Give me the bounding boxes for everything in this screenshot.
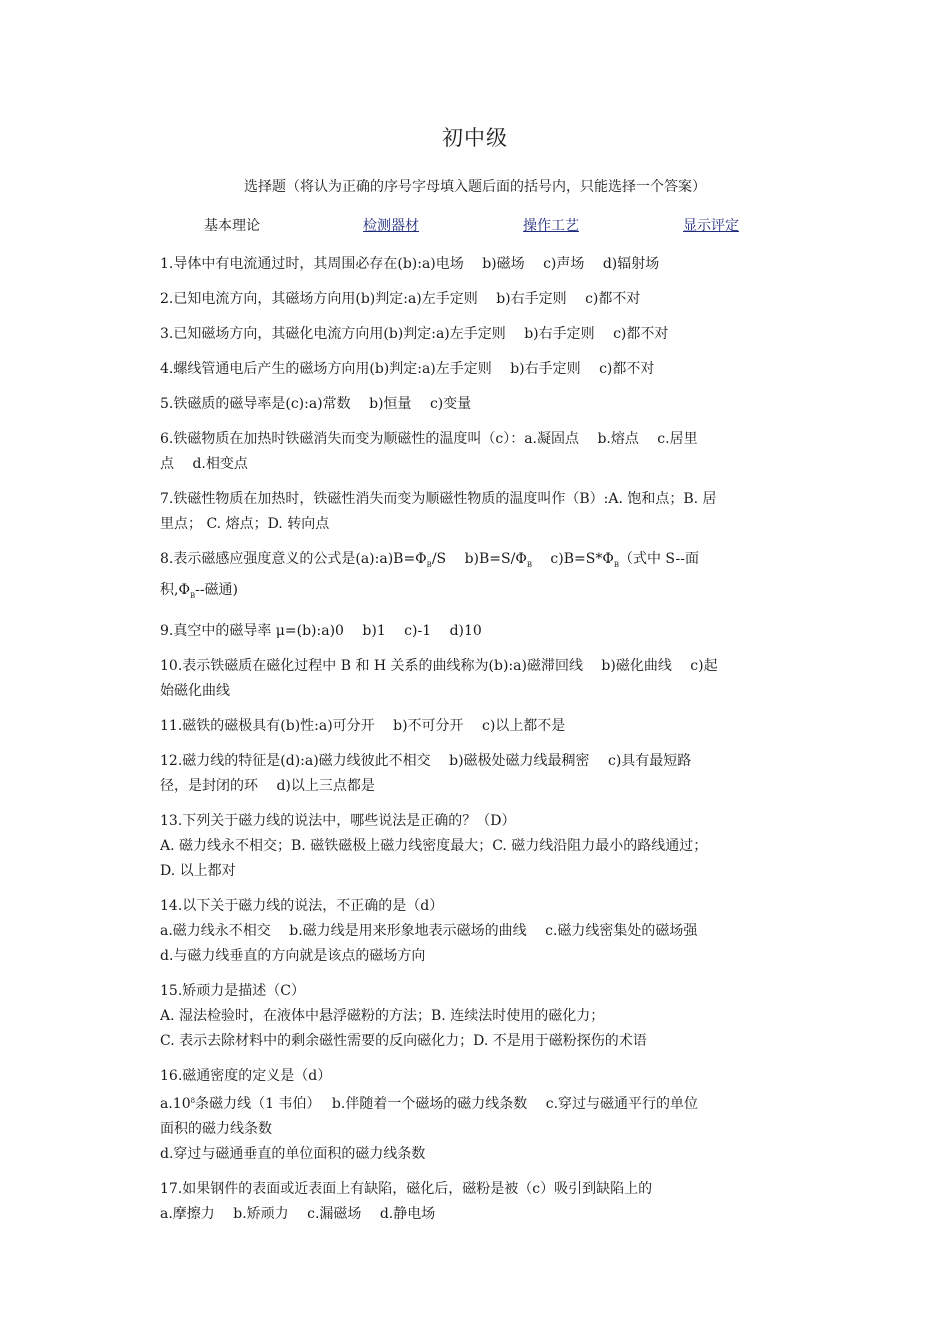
nav-link-equipment[interactable]: 检测器材 [363, 218, 419, 234]
superscript-8: 8 [190, 1097, 196, 1105]
question-12 [160, 749, 792, 799]
nav-link-evaluation[interactable]: 显示评定 [683, 218, 739, 234]
question-line: 13.下列关于磁力线的说法中，哪些说法是正确的？（D） [160, 813, 516, 829]
question-15 [160, 979, 792, 1054]
question-line: 6.铁磁物质在加热时铁磁消失而变为顺磁性的温度叫（c）：a.凝固点 b.熔点 c.居里 [160, 431, 698, 447]
question-line [160, 547, 792, 578]
question-17 [160, 1177, 792, 1227]
question-text: （式中 S--面 [618, 551, 699, 567]
page-title: 初中级 [442, 126, 508, 150]
question-line [160, 578, 792, 609]
subscript-b: B [426, 561, 432, 569]
question-13 [160, 809, 792, 884]
question-4 [160, 357, 792, 382]
question-line: a.摩擦力 b.矫顽力 c.漏磁场 d.静电场 [160, 1206, 436, 1222]
subscript-b: B [189, 592, 196, 600]
question-line: 14.以下关于磁力线的说法，不正确的是（d） [160, 898, 444, 914]
question-text: 条磁力线（1 韦伯） b.伴随着一个磁场的磁力线条数 c.穿过与磁通平行的单位 [195, 1096, 699, 1112]
question-line: 15.矫顽力是描述（C） [160, 983, 305, 999]
question-line: 9.真空中的磁导率 μ=(b):a)0 b)1 c)-1 d)10 [160, 623, 482, 639]
question-10 [160, 654, 792, 704]
question-line: 12.磁力线的特征是(d):a)磁力线彼此不相交 b)磁极处磁力线最稠密 c)具有最短路 [160, 753, 692, 769]
question-text: /S b)B=S/Φ [431, 551, 527, 567]
question-text: 积,Φ [160, 582, 190, 598]
question-16 [160, 1064, 792, 1167]
question-14 [160, 894, 792, 969]
question-line: 7.铁磁性物质在加热时，铁磁性消失而变为顺磁性物质的温度叫作（B）:A. 饱和点；B. 居 [160, 491, 717, 507]
question-line: 10.表示铁磁质在磁化过程中 B 和 H 关系的曲线称为(b):a)磁滞回线 b)磁化曲线 c)起 [160, 658, 718, 674]
question-list [160, 252, 792, 1237]
question-line: 17.如果钢件的表面或近表面上有缺陷，磁化后，磁粉是被（c）吸引到缺陷上的 [160, 1181, 653, 1197]
question-line: 始磁化曲线 [160, 683, 230, 699]
question-line: d.穿过与磁通垂直的单位面积的磁力线条数 [160, 1146, 426, 1162]
question-line: 11.磁铁的磁极具有(b)性:a)可分开 b)不可分开 c)以上都不是 [160, 718, 566, 734]
category-nav [0, 215, 950, 237]
question-line: 径，是封闭的环 d)以上三点都是 [160, 778, 375, 794]
question-line: d.与磁力线垂直的方向就是该点的磁场方向 [160, 948, 426, 964]
question-3 [160, 322, 792, 347]
question-9 [160, 619, 792, 644]
question-11 [160, 714, 792, 739]
question-line: a.磁力线永不相交 b.磁力线是用来形象地表示磁场的曲线 c.磁力线密集处的磁场强 [160, 923, 698, 939]
nav-basic-theory: 基本理论 [204, 218, 260, 234]
question-line: A. 湿法检验时，在液体中悬浮磁粉的方法；B. 连续法时使用的磁化力； [160, 1008, 605, 1024]
section-instructions: 选择题（将认为正确的序号字母填入题后面的括号内，只能选择一个答案） [244, 179, 706, 195]
nav-link-process[interactable]: 操作工艺 [523, 218, 579, 234]
question-8 [160, 547, 792, 609]
question-line: A. 磁力线永不相交；B. 磁铁磁极上磁力线密度最大；C. 磁力线沿阻力最小的路线通过； [160, 838, 708, 854]
question-line: 面积的磁力线条数 [160, 1121, 272, 1137]
subscript-b: B [613, 561, 619, 569]
question-line: 4.螺线管通电后产生的磁场方向用(b)判定:a)左手定则 b)右手定则 c)都不对 [160, 361, 655, 377]
question-5 [160, 392, 792, 417]
question-line: 1.导体中有电流通过时，其周围必存在(b):a)电场 b)磁场 c)声场 d)辐射场 [160, 256, 660, 272]
question-text: --磁通) [195, 582, 239, 598]
question-text: 8.表示磁感应强度意义的公式是(a):a)B=Φ [160, 551, 427, 567]
question-2 [160, 287, 792, 312]
subscript-b: B [526, 561, 532, 569]
question-text: c)B=S*Φ [531, 551, 614, 567]
question-line: D. 以上都对 [160, 863, 236, 879]
question-line: C. 表示去除材料中的剩余磁性需要的反向磁化力；D. 不是用于磁粉探伤的术语 [160, 1033, 647, 1049]
question-6 [160, 427, 792, 477]
question-line: 点 d.相变点 [160, 456, 248, 472]
question-line: 里点； C. 熔点；D. 转向点 [160, 516, 330, 532]
question-7 [160, 487, 792, 537]
question-line: 16.磁通密度的定义是（d） [160, 1068, 332, 1084]
question-line: 5.铁磁质的磁导率是(c):a)常数 b)恒量 c)变量 [160, 396, 472, 412]
question-line: 3.已知磁场方向，其磁化电流方向用(b)判定:a)左手定则 b)右手定则 c)都不对 [160, 326, 669, 342]
question-text: a.10 [160, 1096, 191, 1112]
question-line: 2.已知电流方向，其磁场方向用(b)判定:a)左手定则 b)右手定则 c)都不对 [160, 291, 641, 307]
question-1 [160, 252, 792, 277]
question-line [160, 1089, 792, 1117]
